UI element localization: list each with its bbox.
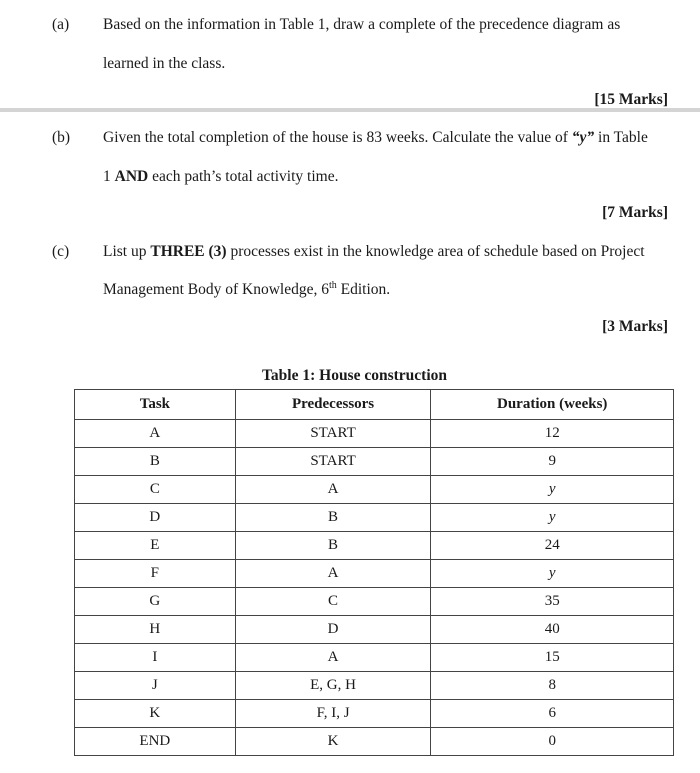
predecessor-cell: C [235, 588, 431, 616]
task-cell: A [75, 420, 236, 448]
house-construction-table [74, 389, 674, 756]
question-a-label: (a) [52, 16, 70, 33]
section-divider [0, 108, 700, 112]
question-b-marks: [7 Marks] [602, 204, 668, 221]
duration-cell: 15 [431, 644, 674, 672]
predecessor-cell: A [235, 476, 431, 504]
question-a-marks: [15 Marks] [594, 91, 668, 108]
task-cell: H [75, 616, 236, 644]
table-header-row [75, 390, 674, 420]
table-row [75, 476, 674, 504]
duration-cell: 9 [431, 448, 674, 476]
task-cell: G [75, 588, 236, 616]
predecessor-cell: D [235, 616, 431, 644]
question-c-text-line1 [103, 243, 645, 261]
table-row [75, 616, 674, 644]
table-caption: Table 1: House construction [262, 367, 448, 384]
question-b-line1-pre: Given the total completion of the house is 83 weeks. Calculate the value of [103, 129, 572, 146]
duration-cell: 12 [431, 420, 674, 448]
question-b-line2-bold: AND [114, 168, 149, 185]
duration-cell: 6 [431, 700, 674, 728]
table-row [75, 420, 674, 448]
question-c-text-line2 [103, 281, 390, 299]
table-row [75, 728, 674, 756]
question-b-line1-post: in Table [594, 129, 648, 146]
question-c-marks: [3 Marks] [602, 318, 668, 335]
duration-cell: 40 [431, 616, 674, 644]
predecessor-cell: F, I, J [235, 700, 431, 728]
task-cell: F [75, 560, 236, 588]
predecessor-cell: A [235, 644, 431, 672]
task-cell: K [75, 700, 236, 728]
predecessor-cell: A [235, 560, 431, 588]
question-c-line2-post: Edition. [336, 281, 391, 298]
duration-cell: 8 [431, 672, 674, 700]
question-a-text-line2: learned in the class. [103, 55, 226, 72]
duration-cell: 35 [431, 588, 674, 616]
header-predecessors: Predecessors [235, 390, 431, 420]
table-row [75, 504, 674, 532]
task-cell: C [75, 476, 236, 504]
question-c-line2-pre: Management Body of Knowledge, 6 [103, 281, 329, 298]
table-row [75, 560, 674, 588]
question-b-variable: “y” [571, 129, 595, 146]
predecessor-cell: B [235, 504, 431, 532]
predecessor-cell: START [235, 448, 431, 476]
table-row [75, 644, 674, 672]
table-row [75, 700, 674, 728]
question-c-line1-pre: List up [103, 243, 151, 260]
duration-cell: 0 [431, 728, 674, 756]
table-row [75, 448, 674, 476]
task-cell: I [75, 644, 236, 672]
task-cell: D [75, 504, 236, 532]
question-c-line2-sup: th [329, 279, 337, 291]
predecessor-cell: E, G, H [235, 672, 431, 700]
header-task: Task [75, 390, 236, 420]
duration-cell: y [431, 504, 674, 532]
duration-cell: 24 [431, 532, 674, 560]
table-row [75, 672, 674, 700]
question-c-label: (c) [52, 243, 70, 260]
predecessor-cell: B [235, 532, 431, 560]
task-cell: E [75, 532, 236, 560]
table-row [75, 588, 674, 616]
predecessor-cell: K [235, 728, 431, 756]
question-b-label: (b) [52, 129, 71, 146]
task-cell: B [75, 448, 236, 476]
question-a-text-line1: Based on the information in Table 1, draw a complete of the precedence diagram as [103, 16, 621, 33]
duration-cell: y [431, 560, 674, 588]
question-b-line2-pre: 1 [103, 168, 115, 185]
duration-cell: y [431, 476, 674, 504]
question-c-line1-post: processes exist in the knowledge area of schedule based on Project [226, 243, 645, 260]
question-c-line1-bold: THREE (3) [150, 243, 227, 260]
question-b-text-line1 [103, 129, 648, 147]
table-row [75, 532, 674, 560]
question-b-text-line2 [103, 168, 338, 186]
question-b-line2-post: each path’s total activity time. [148, 168, 339, 185]
predecessor-cell: START [235, 420, 431, 448]
task-cell: END [75, 728, 236, 756]
task-cell: J [75, 672, 236, 700]
header-duration: Duration (weeks) [431, 390, 674, 420]
